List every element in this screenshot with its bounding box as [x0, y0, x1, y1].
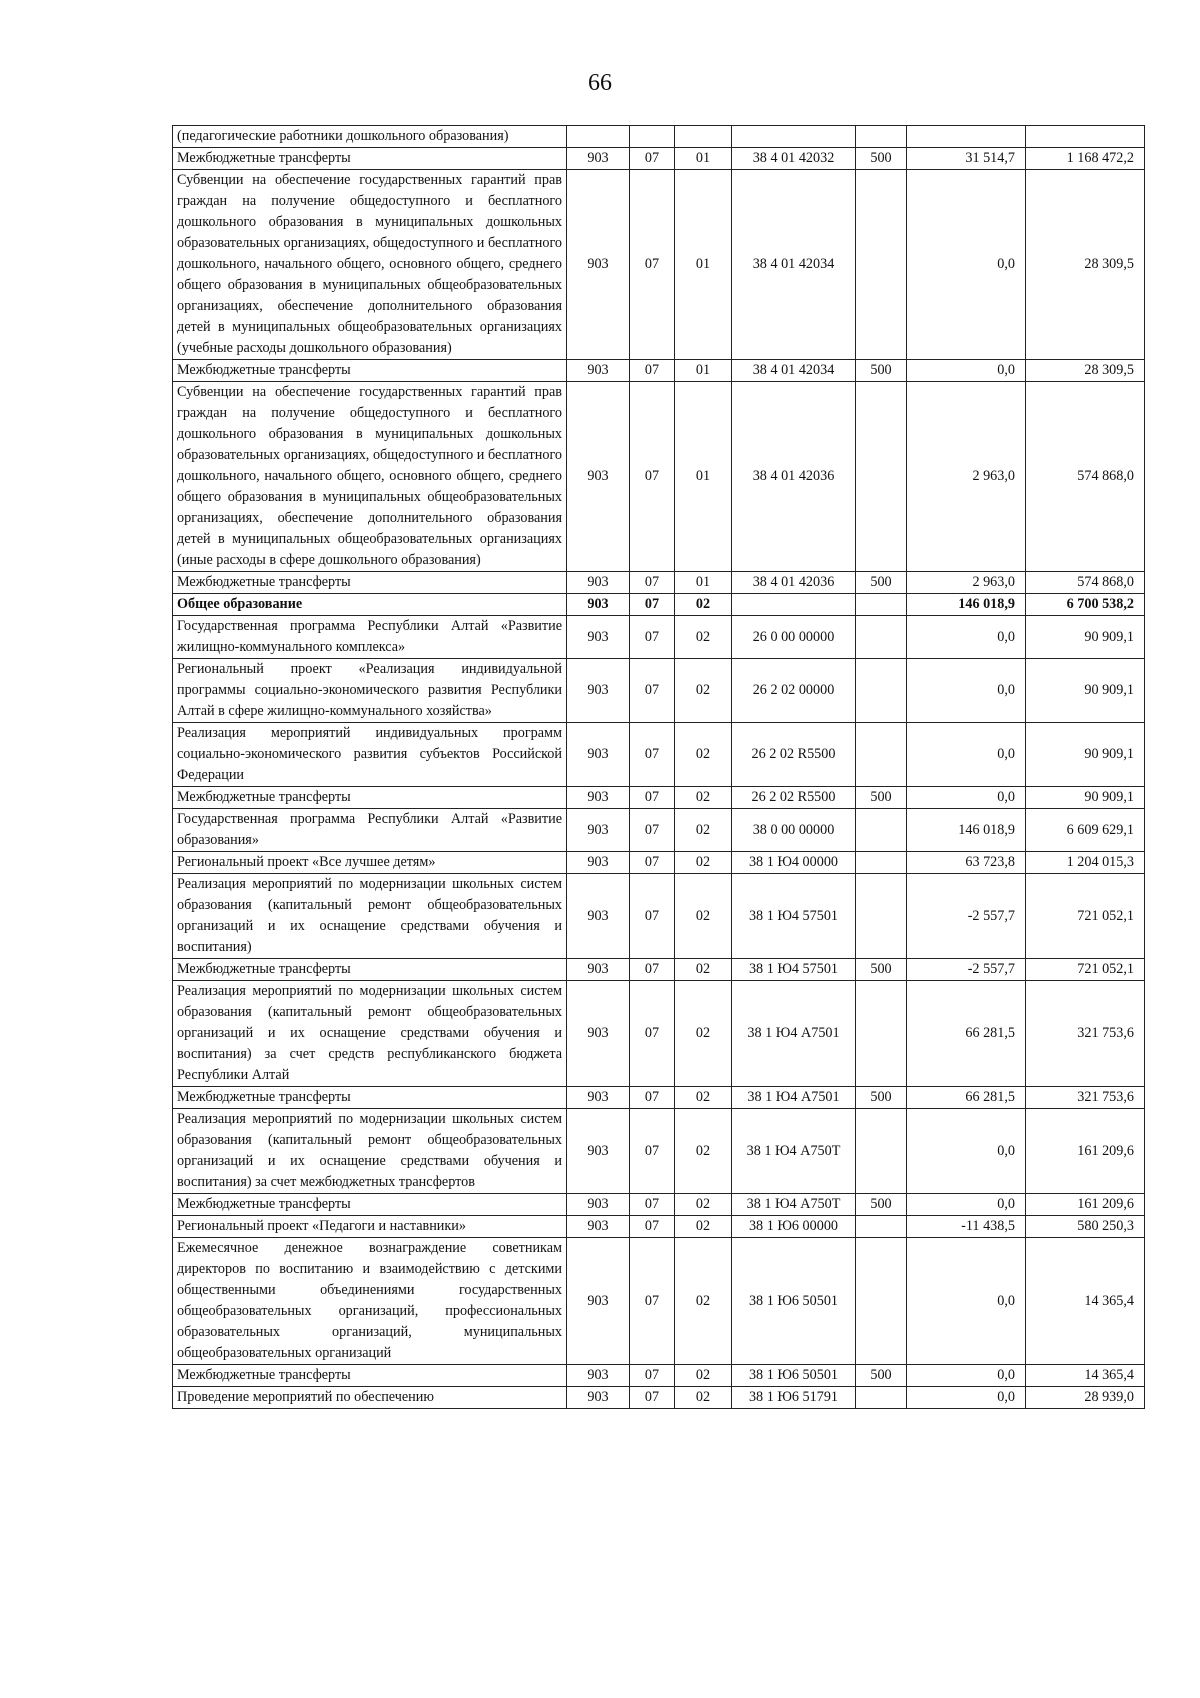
cell-expense-type — [856, 1387, 907, 1409]
cell-amount-total: 14 365,4 — [1026, 1238, 1145, 1365]
cell-target-article: 38 1 Ю4 А7501 — [732, 1087, 856, 1109]
cell-amount-total: 721 052,1 — [1026, 874, 1145, 959]
cell-subsection: 01 — [675, 360, 732, 382]
cell-ved: 903 — [567, 360, 630, 382]
cell-subsection: 02 — [675, 1365, 732, 1387]
cell-ved: 903 — [567, 170, 630, 360]
cell-ved: 903 — [567, 852, 630, 874]
cell-expense-type: 500 — [856, 148, 907, 170]
cell-amount-total: 721 052,1 — [1026, 959, 1145, 981]
cell-expense-type: 500 — [856, 1087, 907, 1109]
cell-target-article: 38 4 01 42032 — [732, 148, 856, 170]
cell-subsection: 02 — [675, 981, 732, 1087]
cell-amount-change: 146 018,9 — [907, 594, 1026, 616]
cell-amount-total: 6 700 538,2 — [1026, 594, 1145, 616]
cell-expense-type — [856, 1216, 907, 1238]
cell-target-article: 26 0 00 00000 — [732, 616, 856, 659]
cell-amount-change: 0,0 — [907, 1238, 1026, 1365]
cell-subsection: 02 — [675, 1087, 732, 1109]
cell-amount-total — [1026, 126, 1145, 148]
cell-amount-total: 161 209,6 — [1026, 1109, 1145, 1194]
cell-subsection: 01 — [675, 572, 732, 594]
cell-section: 07 — [630, 594, 675, 616]
cell-name: Межбюджетные трансферты — [173, 787, 567, 809]
cell-name: Общее образование — [173, 594, 567, 616]
cell-name: Региональный проект «Педагоги и наставники» — [173, 1216, 567, 1238]
cell-amount-change: 0,0 — [907, 360, 1026, 382]
cell-section: 07 — [630, 787, 675, 809]
cell-target-article: 38 0 00 00000 — [732, 809, 856, 852]
table-row — [173, 1238, 1145, 1365]
cell-amount-change: 146 018,9 — [907, 809, 1026, 852]
cell-ved: 903 — [567, 981, 630, 1087]
cell-section: 07 — [630, 1194, 675, 1216]
cell-ved: 903 — [567, 1238, 630, 1365]
cell-amount-total: 90 909,1 — [1026, 659, 1145, 723]
cell-name: Региональный проект «Все лучшее детям» — [173, 852, 567, 874]
cell-ved: 903 — [567, 874, 630, 959]
cell-amount-change: -2 557,7 — [907, 874, 1026, 959]
cell-name: (педагогические работники дошкольного образования) — [173, 126, 567, 148]
cell-amount-total: 14 365,4 — [1026, 1365, 1145, 1387]
cell-name: Межбюджетные трансферты — [173, 572, 567, 594]
cell-expense-type — [856, 659, 907, 723]
cell-subsection: 02 — [675, 1216, 732, 1238]
cell-name: Межбюджетные трансферты — [173, 148, 567, 170]
cell-ved: 903 — [567, 1109, 630, 1194]
cell-section: 07 — [630, 874, 675, 959]
cell-target-article: 38 1 Ю4 00000 — [732, 852, 856, 874]
cell-target-article: 38 1 Ю6 51791 — [732, 1387, 856, 1409]
cell-expense-type — [856, 1109, 907, 1194]
cell-section: 07 — [630, 572, 675, 594]
table-row — [173, 723, 1145, 787]
cell-section: 07 — [630, 148, 675, 170]
cell-section: 07 — [630, 1238, 675, 1365]
cell-subsection — [675, 126, 732, 148]
cell-ved: 903 — [567, 1365, 630, 1387]
cell-section: 07 — [630, 809, 675, 852]
cell-name: Ежемесячное денежное вознаграждение советникам директоров по воспитанию и взаимодействию с детскими общественными объединениями государственных общеобразовательных организаций, профессиональных образовательных организаций, муниципальных общеобразовательных организаций — [173, 1238, 567, 1365]
cell-amount-total: 28 309,5 — [1026, 360, 1145, 382]
table-row — [173, 1365, 1145, 1387]
cell-amount-change: 0,0 — [907, 723, 1026, 787]
cell-subsection: 02 — [675, 659, 732, 723]
cell-name: Проведение мероприятий по обеспечению — [173, 1387, 567, 1409]
cell-subsection: 02 — [675, 1387, 732, 1409]
table-row — [173, 126, 1145, 148]
cell-target-article: 38 1 Ю6 50501 — [732, 1238, 856, 1365]
cell-expense-type: 500 — [856, 1194, 907, 1216]
table-row — [173, 572, 1145, 594]
cell-expense-type — [856, 382, 907, 572]
cell-amount-total: 28 309,5 — [1026, 170, 1145, 360]
cell-target-article — [732, 126, 856, 148]
cell-subsection: 02 — [675, 959, 732, 981]
cell-section: 07 — [630, 1216, 675, 1238]
cell-amount-total: 580 250,3 — [1026, 1216, 1145, 1238]
cell-expense-type: 500 — [856, 787, 907, 809]
cell-target-article: 26 2 02 R5500 — [732, 723, 856, 787]
cell-target-article: 38 1 Ю4 А7501 — [732, 981, 856, 1087]
table-row — [173, 1387, 1145, 1409]
table-row — [173, 1194, 1145, 1216]
cell-target-article: 26 2 02 00000 — [732, 659, 856, 723]
table-row — [173, 659, 1145, 723]
cell-ved: 903 — [567, 659, 630, 723]
cell-name: Региональный проект «Реализация индивидуальной программы социально-экономического развития Республики Алтай в сфере жилищно-коммунального хозяйства» — [173, 659, 567, 723]
cell-section: 07 — [630, 170, 675, 360]
cell-amount-change: -2 557,7 — [907, 959, 1026, 981]
budget-table — [172, 125, 1145, 1409]
table-row — [173, 874, 1145, 959]
cell-expense-type: 500 — [856, 1365, 907, 1387]
cell-amount-total: 90 909,1 — [1026, 787, 1145, 809]
cell-expense-type: 500 — [856, 959, 907, 981]
cell-amount-change: -11 438,5 — [907, 1216, 1026, 1238]
table-row — [173, 809, 1145, 852]
cell-amount-change: 63 723,8 — [907, 852, 1026, 874]
cell-ved: 903 — [567, 1216, 630, 1238]
cell-ved: 903 — [567, 616, 630, 659]
cell-subsection: 01 — [675, 170, 732, 360]
cell-amount-change: 66 281,5 — [907, 981, 1026, 1087]
cell-section: 07 — [630, 981, 675, 1087]
cell-subsection: 02 — [675, 787, 732, 809]
cell-ved: 903 — [567, 787, 630, 809]
cell-amount-change: 0,0 — [907, 170, 1026, 360]
cell-name: Реализация мероприятий по модернизации школьных систем образования (капитальный ремонт общеобразовательных организаций и их оснащение средствами обучения и воспитания) за счет межбюджетных трансфертов — [173, 1109, 567, 1194]
cell-expense-type — [856, 1238, 907, 1365]
table-row — [173, 1087, 1145, 1109]
table-row — [173, 1109, 1145, 1194]
cell-name: Государственная программа Республики Алтай «Развитие жилищно-коммунального комплекса» — [173, 616, 567, 659]
table-row — [173, 148, 1145, 170]
cell-section: 07 — [630, 659, 675, 723]
cell-amount-change: 0,0 — [907, 616, 1026, 659]
cell-ved: 903 — [567, 1387, 630, 1409]
cell-target-article: 38 1 Ю4 А750Т — [732, 1194, 856, 1216]
cell-amount-total: 6 609 629,1 — [1026, 809, 1145, 852]
cell-name: Реализация мероприятий по модернизации школьных систем образования (капитальный ремонт общеобразовательных организаций и их оснащение средствами обучения и воспитания) за счет средств республиканского бюджета Республики Алтай — [173, 981, 567, 1087]
cell-target-article: 38 1 Ю4 57501 — [732, 959, 856, 981]
cell-amount-change: 0,0 — [907, 1365, 1026, 1387]
cell-amount-change: 0,0 — [907, 787, 1026, 809]
table-row — [173, 616, 1145, 659]
cell-expense-type — [856, 874, 907, 959]
cell-amount-change: 0,0 — [907, 1194, 1026, 1216]
cell-expense-type — [856, 170, 907, 360]
cell-amount-total: 90 909,1 — [1026, 723, 1145, 787]
cell-ved — [567, 126, 630, 148]
cell-amount-total: 161 209,6 — [1026, 1194, 1145, 1216]
table-row — [173, 981, 1145, 1087]
cell-amount-change — [907, 126, 1026, 148]
cell-section: 07 — [630, 1387, 675, 1409]
cell-expense-type: 500 — [856, 572, 907, 594]
cell-amount-change: 31 514,7 — [907, 148, 1026, 170]
cell-ved: 903 — [567, 1194, 630, 1216]
table-row — [173, 594, 1145, 616]
cell-target-article: 38 1 Ю6 50501 — [732, 1365, 856, 1387]
cell-name: Государственная программа Республики Алтай «Развитие образования» — [173, 809, 567, 852]
cell-amount-total: 574 868,0 — [1026, 382, 1145, 572]
table-row — [173, 852, 1145, 874]
cell-target-article — [732, 594, 856, 616]
cell-subsection: 02 — [675, 616, 732, 659]
cell-subsection: 02 — [675, 809, 732, 852]
cell-subsection: 02 — [675, 594, 732, 616]
page-number: 66 — [588, 70, 612, 96]
cell-section: 07 — [630, 959, 675, 981]
cell-amount-total: 1 204 015,3 — [1026, 852, 1145, 874]
cell-amount-change: 66 281,5 — [907, 1087, 1026, 1109]
cell-target-article: 38 1 Ю6 00000 — [732, 1216, 856, 1238]
cell-amount-total: 574 868,0 — [1026, 572, 1145, 594]
cell-name: Межбюджетные трансферты — [173, 1365, 567, 1387]
cell-section — [630, 126, 675, 148]
cell-target-article: 38 4 01 42036 — [732, 382, 856, 572]
cell-name: Межбюджетные трансферты — [173, 360, 567, 382]
cell-target-article: 38 1 Ю4 А750Т — [732, 1109, 856, 1194]
cell-ved: 903 — [567, 723, 630, 787]
cell-target-article: 38 4 01 42036 — [732, 572, 856, 594]
cell-amount-change: 0,0 — [907, 1109, 1026, 1194]
cell-subsection: 02 — [675, 852, 732, 874]
cell-subsection: 02 — [675, 723, 732, 787]
cell-expense-type — [856, 723, 907, 787]
cell-name: Межбюджетные трансферты — [173, 959, 567, 981]
cell-expense-type — [856, 594, 907, 616]
table-row — [173, 170, 1145, 360]
cell-expense-type — [856, 852, 907, 874]
cell-target-article: 38 4 01 42034 — [732, 360, 856, 382]
cell-ved: 903 — [567, 382, 630, 572]
cell-subsection: 02 — [675, 874, 732, 959]
cell-name: Межбюджетные трансферты — [173, 1087, 567, 1109]
cell-target-article: 38 4 01 42034 — [732, 170, 856, 360]
cell-expense-type — [856, 809, 907, 852]
cell-subsection: 01 — [675, 148, 732, 170]
cell-section: 07 — [630, 1365, 675, 1387]
cell-expense-type — [856, 616, 907, 659]
cell-amount-total: 321 753,6 — [1026, 981, 1145, 1087]
cell-section: 07 — [630, 723, 675, 787]
cell-name: Субвенции на обеспечение государственных гарантий прав граждан на получение общедоступного и бесплатного дошкольного образования в муниципальных дошкольных образовательных организациях, общедоступного и бесплатного дошкольного, начального общего, основного общего, среднего общего образования в муниципальных общеобразовательных организациях, обеспечение дополнительного образования детей в муниципальных общеобразовательных организациях (иные расходы в сфере дошкольного образования) — [173, 382, 567, 572]
cell-expense-type — [856, 981, 907, 1087]
cell-target-article: 38 1 Ю4 57501 — [732, 874, 856, 959]
table-row — [173, 360, 1145, 382]
cell-section: 07 — [630, 382, 675, 572]
cell-expense-type — [856, 126, 907, 148]
table-row — [173, 959, 1145, 981]
cell-amount-change: 2 963,0 — [907, 572, 1026, 594]
cell-section: 07 — [630, 1109, 675, 1194]
cell-ved: 903 — [567, 594, 630, 616]
cell-amount-total: 28 939,0 — [1026, 1387, 1145, 1409]
cell-name: Реализация мероприятий индивидуальных программ социально-экономического развития субъектов Российской Федерации — [173, 723, 567, 787]
cell-section: 07 — [630, 852, 675, 874]
cell-name: Субвенции на обеспечение государственных гарантий прав граждан на получение общедоступного и бесплатного дошкольного образования в муниципальных дошкольных образовательных организациях, общедоступного и бесплатного дошкольного, начального общего, основного общего, среднего общего образования в муниципальных общеобразовательных организациях, обеспечение дополнительного образования детей в муниципальных общеобразовательных организациях (учебные расходы дошкольного образования) — [173, 170, 567, 360]
cell-ved: 903 — [567, 148, 630, 170]
table-row — [173, 787, 1145, 809]
cell-expense-type: 500 — [856, 360, 907, 382]
cell-target-article: 26 2 02 R5500 — [732, 787, 856, 809]
cell-amount-total: 90 909,1 — [1026, 616, 1145, 659]
cell-amount-change: 2 963,0 — [907, 382, 1026, 572]
cell-ved: 903 — [567, 572, 630, 594]
cell-amount-total: 321 753,6 — [1026, 1087, 1145, 1109]
cell-amount-change: 0,0 — [907, 1387, 1026, 1409]
cell-subsection: 02 — [675, 1194, 732, 1216]
cell-ved: 903 — [567, 809, 630, 852]
cell-name: Межбюджетные трансферты — [173, 1194, 567, 1216]
table-row — [173, 382, 1145, 572]
cell-subsection: 02 — [675, 1238, 732, 1365]
cell-name: Реализация мероприятий по модернизации школьных систем образования (капитальный ремонт общеобразовательных организаций и их оснащение средствами обучения и воспитания) — [173, 874, 567, 959]
cell-amount-total: 1 168 472,2 — [1026, 148, 1145, 170]
cell-subsection: 02 — [675, 1109, 732, 1194]
cell-amount-change: 0,0 — [907, 659, 1026, 723]
cell-section: 07 — [630, 360, 675, 382]
cell-ved: 903 — [567, 1087, 630, 1109]
table-row — [173, 1216, 1145, 1238]
cell-ved: 903 — [567, 959, 630, 981]
cell-section: 07 — [630, 616, 675, 659]
cell-section: 07 — [630, 1087, 675, 1109]
cell-subsection: 01 — [675, 382, 732, 572]
